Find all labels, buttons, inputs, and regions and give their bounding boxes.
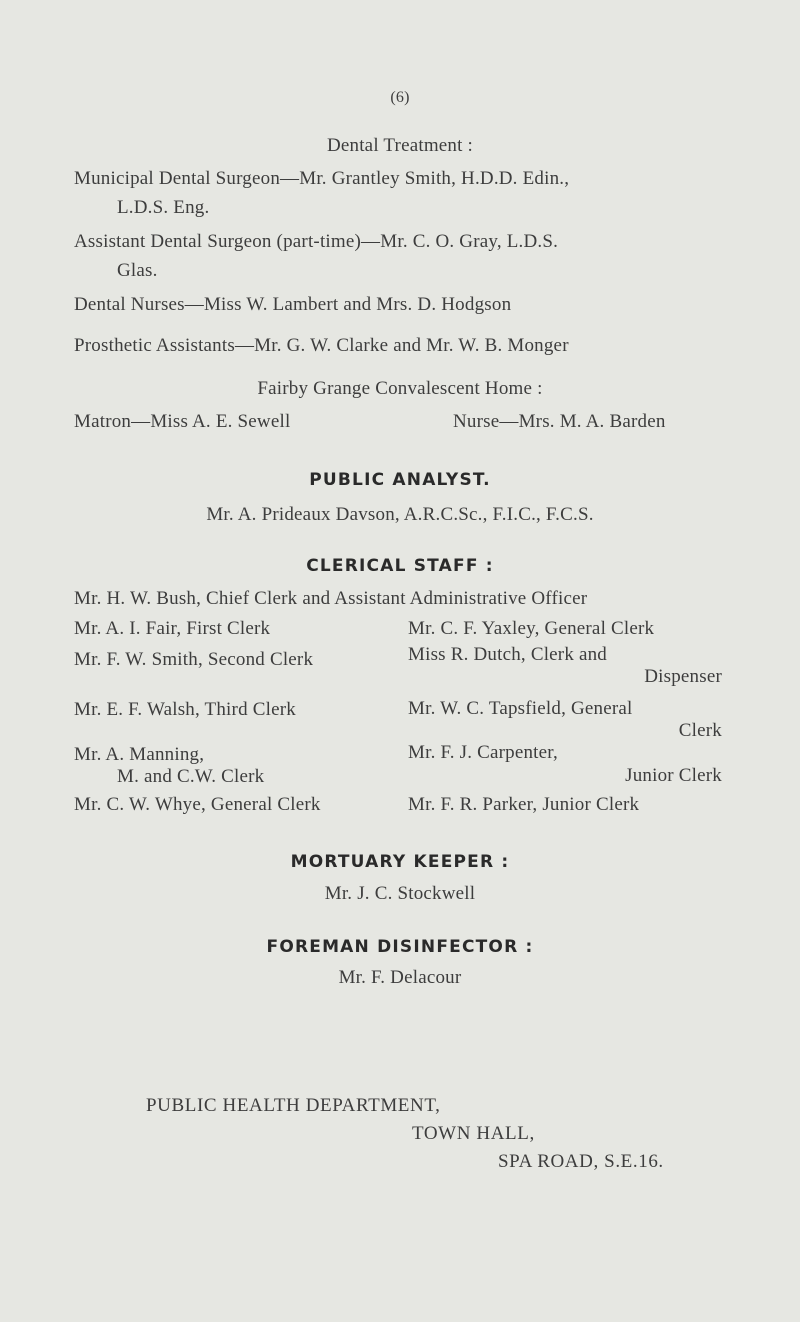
fairby-nurse: Nurse—Mrs. M. A. Barden bbox=[453, 411, 666, 432]
public-analyst-heading: PUBLIC ANALYST. bbox=[309, 470, 491, 490]
clerical-left-entry-continued: M. and C.W. Clerk bbox=[117, 766, 265, 787]
foreman-heading: FOREMAN DISINFECTOR : bbox=[266, 937, 534, 957]
clerical-left-entry: Mr. A. I. Fair, First Clerk bbox=[74, 618, 271, 639]
clerical-right-entry: Mr. W. C. Tapsfield, General bbox=[408, 698, 633, 719]
assistant-surgeon-line2: Glas. bbox=[117, 260, 158, 281]
address-line1: PUBLIC HEALTH DEPARTMENT, bbox=[146, 1095, 441, 1116]
clerical-right-entry: Miss R. Dutch, Clerk and bbox=[408, 644, 608, 665]
clerical-right-entry-continued: Dispenser bbox=[644, 666, 722, 687]
dental-surgeon-line1: Municipal Dental Surgeon—Mr. Grantley Smith, H.D.D. Edin., bbox=[74, 168, 570, 189]
assistant-surgeon-line1: Assistant Dental Surgeon (part-time)—Mr. C. O. Gray, L.D.S. bbox=[74, 231, 559, 252]
address-line3: SPA ROAD, S.E.16. bbox=[498, 1151, 664, 1172]
dental-heading: Dental Treatment : bbox=[326, 135, 474, 156]
clerical-chief-clerk: Mr. H. W. Bush, Chief Clerk and Assistant Administrative Officer bbox=[74, 588, 588, 609]
dental-surgeon-line2: L.D.S. Eng. bbox=[117, 197, 210, 218]
fairby-heading: Fairby Grange Convalescent Home : bbox=[257, 378, 543, 399]
clerical-right-entry: Mr. F. R. Parker, Junior Clerk bbox=[408, 794, 640, 815]
clerical-left-entry: Mr. A. Manning, bbox=[74, 744, 205, 765]
clerical-right-entry: Mr. F. J. Carpenter, bbox=[408, 742, 559, 763]
clerical-heading: CLERICAL STAFF : bbox=[306, 556, 494, 576]
prosthetic-assistants: Prosthetic Assistants—Mr. G. W. Clarke and Mr. W. B. Monger bbox=[74, 335, 569, 356]
clerical-left-entry: Mr. E. F. Walsh, Third Clerk bbox=[74, 699, 296, 720]
mortuary-heading: MORTUARY KEEPER : bbox=[290, 852, 510, 872]
mortuary-name: Mr. J. C. Stockwell bbox=[324, 883, 476, 904]
dental-nurses: Dental Nurses—Miss W. Lambert and Mrs. D. Hodgson bbox=[74, 294, 512, 315]
foreman-name: Mr. F. Delacour bbox=[338, 967, 462, 988]
page-number: (6) bbox=[390, 89, 410, 106]
public-analyst-name: Mr. A. Prideaux Davson, A.R.C.Sc., F.I.C., F.C.S. bbox=[206, 504, 594, 525]
fairby-matron: Matron—Miss A. E. Sewell bbox=[74, 411, 291, 432]
clerical-left-entry: Mr. C. W. Whye, General Clerk bbox=[74, 794, 321, 815]
address-line2: TOWN HALL, bbox=[412, 1123, 535, 1144]
clerical-right-entry-continued: Junior Clerk bbox=[625, 765, 722, 786]
clerical-right-entry-continued: Clerk bbox=[678, 720, 722, 741]
clerical-right-entry: Mr. C. F. Yaxley, General Clerk bbox=[408, 618, 655, 639]
clerical-left-entry: Mr. F. W. Smith, Second Clerk bbox=[74, 649, 314, 670]
